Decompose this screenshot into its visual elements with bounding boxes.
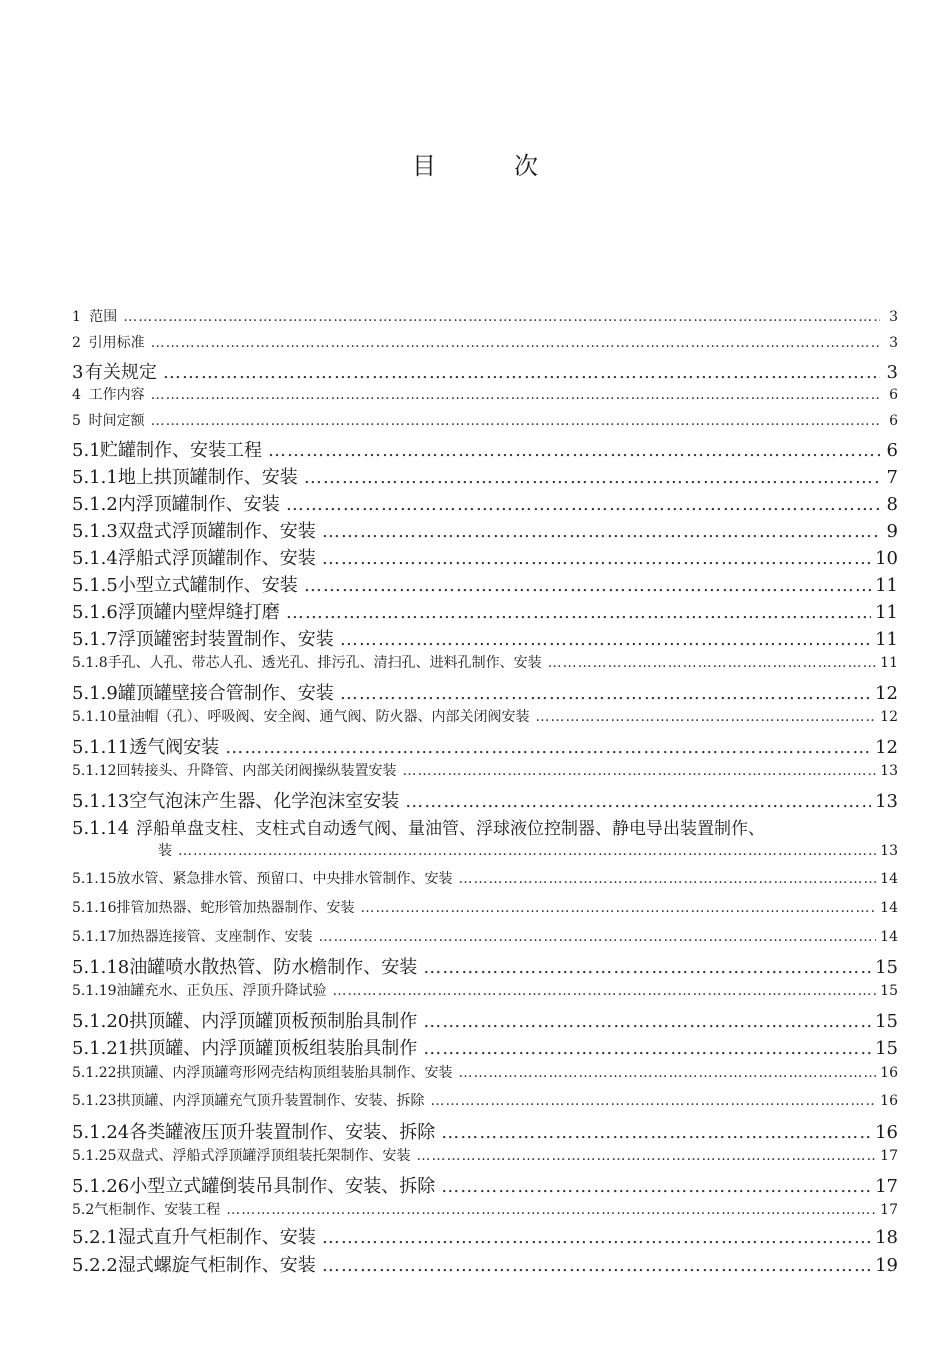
toc-number: 5.1.4 — [72, 548, 118, 569]
toc-page: 17 — [880, 1148, 898, 1164]
toc-number: 5.1.24 — [72, 1122, 130, 1143]
toc-entry[interactable] — [72, 1251, 898, 1279]
toc-leader — [441, 1176, 871, 1197]
toc-entry[interactable] — [72, 787, 898, 814]
toc-leader — [322, 548, 871, 569]
toc-title: 贮罐制作、安装工程 — [100, 440, 262, 461]
toc-title: 地上拱顶罐制作、安装 — [117, 467, 298, 488]
toc-leader — [340, 683, 871, 704]
toc-number: 5.1.20 — [72, 1011, 130, 1032]
toc-page: 19 — [875, 1255, 898, 1276]
toc-title: 量油帽（孔）、呼吸阀、安全阀、通气阀、防火器、内部关闭阀安装 — [116, 709, 530, 725]
toc-page: 11 — [875, 629, 898, 650]
toc-title: 加热器连接管、支座制作、安装 — [116, 929, 313, 945]
toc-entry[interactable] — [72, 625, 898, 652]
toc-number: 5.1.13 — [72, 791, 130, 812]
toc-leader — [151, 387, 880, 403]
toc-page: 9 — [886, 521, 898, 542]
toc-title: 范围 — [89, 309, 118, 325]
toc-leader — [123, 309, 880, 325]
toc-title: 小型立式罐倒装吊具制作、安装、拆除 — [129, 1176, 436, 1197]
toc-page: 6 — [889, 413, 898, 429]
toc-page: 11 — [875, 602, 898, 623]
toc-entry[interactable] — [72, 517, 898, 544]
toc-number: 4 — [72, 387, 81, 403]
toc-entry[interactable] — [72, 332, 898, 358]
toc-entry[interactable] — [72, 1118, 898, 1145]
toc-entry[interactable] — [72, 410, 898, 436]
toc-number: 5.1.3 — [72, 521, 118, 542]
toc-leader — [151, 413, 880, 429]
toc-leader — [322, 1255, 871, 1276]
toc-entry[interactable] — [72, 760, 898, 787]
toc-page: 15 — [875, 957, 898, 978]
toc-title: 湿式直升气柜制作、安装 — [117, 1227, 316, 1248]
toc-title: 湿式螺旋气柜制作、安装 — [117, 1255, 316, 1276]
toc-number: 5.1.9 — [72, 683, 118, 704]
toc-page: 12 — [880, 709, 898, 725]
toc-number: 5.1.5 — [72, 575, 118, 596]
toc-page: 8 — [886, 494, 898, 515]
toc-entry[interactable] — [72, 953, 898, 980]
toc-title: 拱顶罐、内浮顶罐弯形网壳结构顶组装胎具制作、安装 — [116, 1065, 453, 1081]
toc-number: 5.2.1 — [72, 1227, 118, 1248]
toc-entry[interactable] — [72, 980, 898, 1007]
toc-title: 手孔、人孔、带芯人孔、透光孔、排污孔、清扫孔、进料孔制作、安装 — [107, 655, 542, 671]
toc-title: 各类罐液压顶升装置制作、安装、拆除 — [129, 1122, 436, 1143]
toc-leader — [403, 763, 877, 779]
toc-leader — [333, 983, 877, 999]
toc-page: 18 — [875, 1227, 898, 1248]
toc-leader — [225, 737, 871, 758]
toc-entry[interactable] — [72, 1172, 898, 1199]
toc-entry[interactable] — [72, 436, 898, 463]
toc-number: 5.1.2 — [72, 494, 118, 515]
toc-title: 空气泡沫产生器、化学泡沫室安装 — [129, 791, 400, 812]
toc-title: 罐顶罐壁接合管制作、安装 — [117, 683, 334, 704]
toc-title: 双盘式、浮船式浮顶罐浮顶组装托架制作、安装 — [116, 1148, 411, 1164]
toc-number: 5.1.1 — [72, 467, 118, 488]
toc-title: 拱顶罐、内浮顶罐顶板组装胎具制作 — [129, 1038, 418, 1059]
toc-page: 17 — [875, 1176, 898, 1197]
toc-entry[interactable] — [72, 679, 898, 706]
toc-number: 5.1.7 — [72, 629, 118, 650]
toc-leader — [459, 871, 877, 887]
toc-page: 15 — [875, 1038, 898, 1059]
toc-page: 15 — [880, 983, 898, 999]
toc-leader — [423, 1038, 871, 1059]
toc-page: 13 — [875, 791, 898, 812]
toc-page: 16 — [880, 1065, 898, 1081]
toc-title: 油罐喷水散热管、防水檐制作、安装 — [129, 957, 418, 978]
toc-number: 5.1.25 — [72, 1148, 117, 1164]
toc-leader — [304, 467, 880, 488]
toc-title: 双盘式浮顶罐制作、安装 — [117, 521, 316, 542]
toc-number: 2 — [72, 335, 81, 351]
toc-number: 5.1.18 — [72, 957, 130, 978]
toc-title: 有关规定 — [84, 362, 157, 383]
toc-title: 气柜制作、安装工程 — [94, 1202, 221, 1218]
toc-page: 13 — [880, 763, 898, 779]
toc-number: 5.1.15 — [72, 871, 117, 887]
toc-entry[interactable] — [72, 1090, 898, 1118]
toc-number: 5.1.14 — [72, 818, 130, 839]
toc-leader — [417, 1148, 877, 1164]
toc-leader — [536, 709, 877, 725]
toc-title: 排管加热器、蛇形管加热器制作、安装 — [116, 900, 355, 916]
toc-entry[interactable] — [72, 1007, 898, 1034]
toc-entry[interactable] — [72, 1034, 898, 1062]
toc-leader — [423, 957, 871, 978]
toc-page: 12 — [875, 683, 898, 704]
toc-number: 3 — [72, 362, 84, 383]
toc-title: 小型立式罐制作、安装 — [117, 575, 298, 596]
toc-entry[interactable] — [72, 868, 898, 897]
toc-page: 13 — [880, 843, 898, 859]
toc-page: 6 — [889, 387, 898, 403]
toc-page: 14 — [880, 929, 898, 945]
toc-title: 装 — [158, 843, 172, 859]
toc-number: 5.1.11 — [72, 737, 130, 758]
toc-number: 5.1.21 — [72, 1038, 130, 1059]
toc-page: 3 — [889, 335, 898, 351]
toc-title: 透气阀安装 — [129, 737, 220, 758]
toc-number: 5.1.26 — [72, 1176, 130, 1197]
toc-number: 5.1.8 — [72, 655, 108, 671]
toc-entry[interactable] — [72, 926, 898, 953]
toc-leader — [304, 575, 871, 596]
toc-title: 拱顶罐、内浮顶罐充气顶升装置制作、安装、拆除 — [116, 1093, 425, 1109]
toc-entry[interactable] — [72, 897, 898, 926]
toc-page: 14 — [880, 900, 898, 916]
toc-title: 内浮顶罐制作、安装 — [117, 494, 280, 515]
toc-entry[interactable] — [72, 814, 898, 840]
toc-leader — [459, 1065, 877, 1081]
toc-leader — [226, 1202, 876, 1218]
toc-number: 5 — [72, 413, 81, 429]
toc-leader — [361, 900, 877, 916]
toc-entry[interactable] — [72, 1199, 898, 1223]
toc-leader — [431, 1093, 877, 1109]
toc-leader — [548, 655, 877, 671]
toc-page: 17 — [880, 1202, 898, 1218]
toc-number: 5.1.23 — [72, 1093, 117, 1109]
toc-title: 工作内容 — [88, 387, 145, 403]
toc-page: 14 — [880, 871, 898, 887]
toc-entry[interactable] — [72, 571, 898, 598]
toc-leader — [319, 929, 877, 945]
toc-page: 16 — [875, 1122, 898, 1143]
toc-entry[interactable] — [72, 1145, 898, 1172]
toc-number: 1 — [72, 309, 81, 325]
toc-entry[interactable] — [72, 652, 898, 679]
toc-entry[interactable] — [72, 544, 898, 571]
toc-page: 7 — [886, 467, 898, 488]
toc-title: 油罐充水、正负压、浮顶升降试验 — [116, 983, 327, 999]
toc-title: 浮顶罐密封装置制作、安装 — [117, 629, 334, 650]
toc-leader — [178, 843, 876, 859]
toc-entry[interactable] — [72, 384, 898, 410]
toc-entry[interactable] — [72, 706, 898, 733]
page-title: 目次 — [412, 152, 616, 180]
toc-entry[interactable] — [72, 463, 898, 490]
toc-leader — [340, 629, 871, 650]
toc-page: 12 — [875, 737, 898, 758]
toc-number: 5.1.10 — [72, 709, 117, 725]
toc-leader — [441, 1122, 871, 1143]
toc-page: 6 — [886, 440, 898, 461]
toc-number: 5.1.12 — [72, 763, 117, 779]
toc-leader — [423, 1011, 871, 1032]
toc-page: 3 — [886, 362, 898, 383]
toc-entry[interactable] — [72, 1223, 898, 1251]
toc-title: 放水管、紧急排水管、预留口、中央排水管制作、安装 — [116, 871, 453, 887]
toc-entry[interactable] — [72, 1062, 898, 1090]
toc-page: 11 — [880, 655, 898, 671]
toc-number: 5.2.2 — [72, 1255, 118, 1276]
toc-number: 5.1.6 — [72, 602, 118, 623]
toc-title: 浮船式浮顶罐制作、安装 — [117, 548, 316, 569]
toc-entry[interactable] — [72, 358, 898, 384]
toc-page: 15 — [875, 1011, 898, 1032]
toc-leader — [286, 602, 871, 623]
toc-page: 3 — [889, 309, 898, 325]
table-of-contents — [72, 306, 898, 1279]
toc-title: 拱顶罐、内浮顶罐顶板预制胎具制作 — [129, 1011, 418, 1032]
toc-title: 浮顶罐内壁焊缝打磨 — [117, 602, 280, 623]
toc-number: 5.1 — [72, 440, 101, 461]
toc-title: 时间定额 — [88, 413, 145, 429]
toc-leader — [151, 335, 880, 351]
toc-number: 5.1.17 — [72, 929, 117, 945]
toc-entry[interactable] — [72, 490, 898, 517]
toc-leader — [322, 521, 880, 542]
toc-entry[interactable] — [72, 598, 898, 625]
toc-title: 回转接头、升降管、内部关闭阀操纵装置安装 — [116, 763, 397, 779]
toc-title: 引用标准 — [88, 335, 145, 351]
toc-page: 11 — [875, 575, 898, 596]
toc-page: 10 — [875, 548, 898, 569]
toc-number: 5.1.19 — [72, 983, 117, 999]
toc-page: 16 — [880, 1093, 898, 1109]
toc-leader — [322, 1227, 871, 1248]
toc-entry[interactable] — [72, 733, 898, 760]
toc-title: 浮船单盘支柱、支柱式自动透气阀、量油管、浮球液位控制器、静电导出装置制作、 — [136, 819, 765, 839]
toc-number: 5.2 — [72, 1202, 95, 1218]
toc-number: 5.1.16 — [72, 900, 117, 916]
toc-leader — [286, 494, 880, 515]
toc-entry-continuation[interactable] — [72, 840, 898, 868]
toc-number: 5.1.22 — [72, 1065, 117, 1081]
toc-entry[interactable] — [72, 306, 898, 332]
toc-leader — [163, 362, 880, 383]
toc-leader — [405, 791, 871, 812]
toc-leader — [268, 440, 880, 461]
